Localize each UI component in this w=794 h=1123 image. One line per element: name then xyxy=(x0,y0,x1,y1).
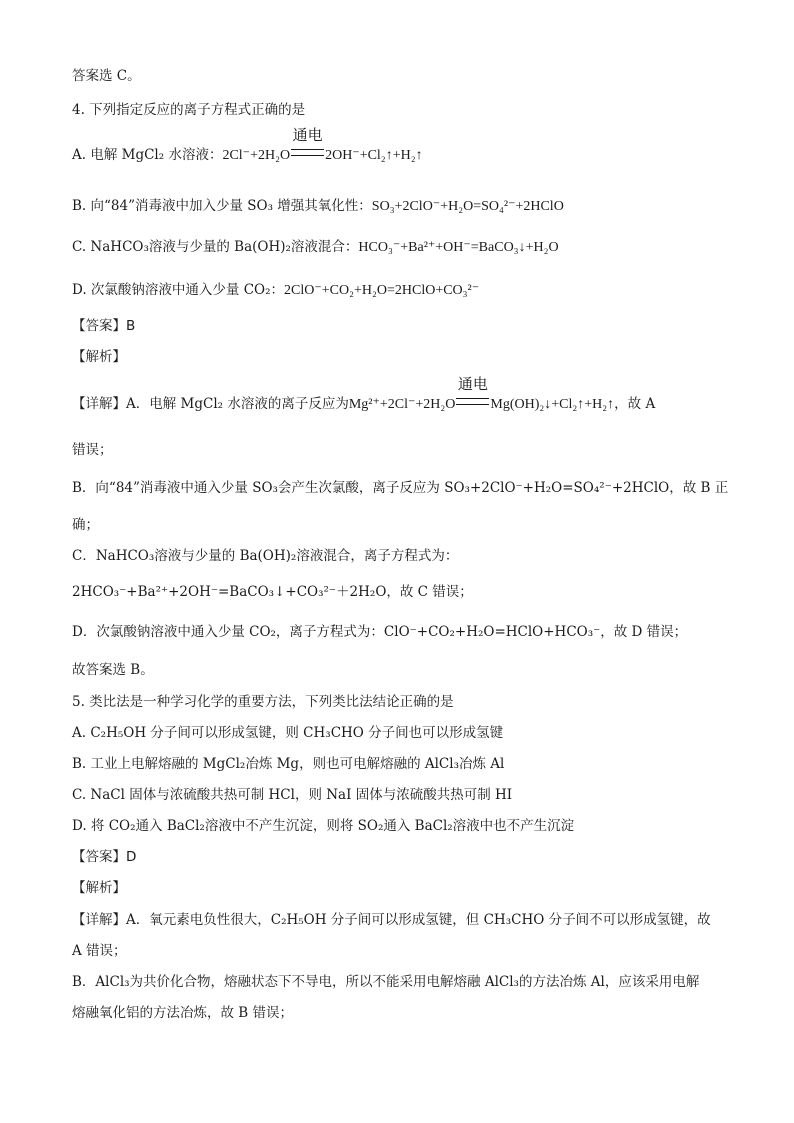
q4-detail-c-line2: 2HCO₃⁻+Ba²⁺+2OH⁻=BaCO₃↓+CO₃²⁻＋2H₂O，故 C 错误； xyxy=(72,584,473,600)
q5-option-a: A. C₂H₅OH 分子间可以形成氢键，则 CH₃CHO 分子间也可以形成氢键 xyxy=(72,725,504,741)
q4-option-c xyxy=(72,237,734,258)
q5-answer: 【答案】D xyxy=(72,849,137,865)
q4-detail-a-prefix: 【详解】A．电解 MgCl₂ 水溶液的离子反应为 xyxy=(72,396,349,412)
condition-label: 通电 xyxy=(457,375,488,393)
q4-option-a-eq-left: 2Cl⁻+2H₂O xyxy=(222,148,291,163)
q4-option-b-eq: SO₃+2ClO⁻+H₂O=SO₄²⁻+2HClO xyxy=(371,199,564,214)
q4-detail-a-eq-right: Mg(OH)₂↓+Cl₂↑+H₂↑ xyxy=(490,397,615,412)
q5-option-c: C. NaCl 固体与浓硫酸共热可制 HCl，则 NaI 固体与浓硫酸共热可制 HI xyxy=(72,787,513,803)
q4-option-c-eq: HCO₃⁻+Ba²⁺+OH⁻=BaCO₃↓+H₂O xyxy=(358,240,559,255)
electrolysis-condition xyxy=(456,375,489,414)
q4-option-b-text: B. 向“84”消毒液中加入少量 SO₃ 增强其氧化性： xyxy=(72,198,372,214)
q4-option-b xyxy=(72,196,734,217)
condition-label: 通电 xyxy=(292,126,323,144)
q4-option-a-eq-right: 2OH⁻+Cl₂↑+H₂↑ xyxy=(325,148,423,163)
q5-analysis-label: 【解析】 xyxy=(72,880,126,896)
electrolysis-condition xyxy=(291,126,324,165)
q4-analysis-label: 【解析】 xyxy=(72,349,126,365)
q4-answer: 【答案】B xyxy=(72,318,136,334)
q4-option-a-text: A. 电解 MgCl₂ 水溶液： xyxy=(72,147,223,163)
q4-detail-c-line1: C．NaHCO₃溶液与少量的 Ba(OH)₂溶液混合，离子方程式为： xyxy=(72,548,459,564)
q5-option-b: B. 工业上电解熔融的 MgCl₂冶炼 Mg，则也可电解熔融的 AlCl₃冶炼 Al xyxy=(72,756,505,772)
q4-option-a xyxy=(72,126,734,166)
q4-detail-b-line2: 确； xyxy=(72,517,99,533)
q4-option-d xyxy=(72,280,734,301)
q3-conclusion: 答案选 C。 xyxy=(72,68,141,84)
q5-detail-b-line2: 熔融氧化铝的方法冶炼，故 B 错误； xyxy=(72,1005,294,1021)
q4-detail-d: D．次氯酸钠溶液中通入少量 CO₂，离子方程式为：ClO⁻+CO₂+H₂O=HClO+HCO₃⁻，故 D 错误； xyxy=(72,624,688,640)
q5-stem: 5. 类比法是一种学习化学的重要方法，下列类比法结论正确的是 xyxy=(72,694,454,710)
q4-conclusion: 故答案选 B。 xyxy=(72,662,154,678)
q4-detail-b-line1: B．向“84”消毒液中通入少量 SO₃会产生次氯酸，离子反应为 SO₃+2ClO⁻+H₂O=SO₄²⁻+2HClO，故 B 正 xyxy=(72,480,729,496)
equals-bar xyxy=(291,149,324,156)
q5-detail-a-line1: 【详解】A．氧元素电负性很大，C₂H₅OH 分子间可以形成氢键，但 CH₃CHO 分子间不可以形成氢键，故 xyxy=(72,912,711,928)
q4-option-d-eq: 2ClO⁻+CO₂+H₂O=2HClO+CO₃²⁻ xyxy=(284,283,480,298)
q4-stem: 4. 下列指定反应的离子方程式正确的是 xyxy=(72,102,306,118)
q4-detail-a-suffix: ，故 A xyxy=(614,396,656,412)
equals-bar xyxy=(456,398,489,405)
q5-detail-b-line1: B．AlCl₃为共价化合物，熔融状态下不导电，所以不能采用电解熔融 AlCl₃的方法冶炼 Al，应该采用电解 xyxy=(72,974,700,990)
q4-option-c-text: C. NaHCO₃溶液与少量的 Ba(OH)₂溶液混合： xyxy=(72,239,359,255)
q4-detail-a-cont: 错误； xyxy=(72,442,113,458)
q5-option-d: D. 将 CO₂通入 BaCl₂溶液中不产生沉淀，则将 SO₂通入 BaCl₂溶液中也不产生沉淀 xyxy=(72,818,575,834)
q4-detail-a-eq-left: Mg²⁺+2Cl⁻+2H₂O xyxy=(348,397,456,412)
q4-detail-a xyxy=(72,375,734,415)
q5-detail-a-line2: A 错误； xyxy=(72,943,127,959)
q4-option-d-text: D. 次氯酸钠溶液中通入少量 CO₂： xyxy=(72,282,285,298)
